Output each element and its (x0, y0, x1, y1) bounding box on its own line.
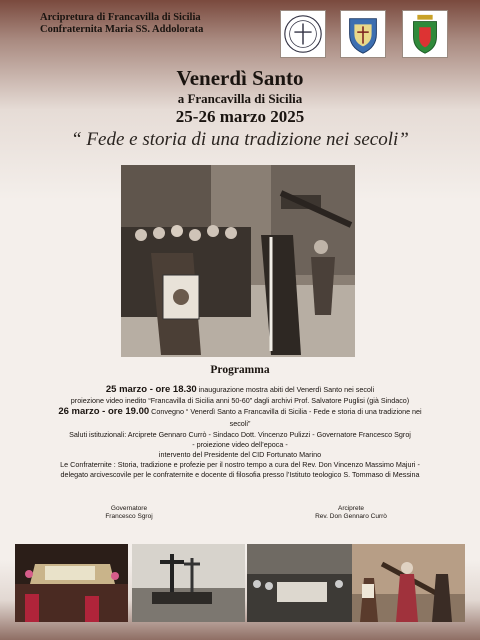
programme-day-1 (50, 384, 430, 396)
organizer-header (40, 12, 260, 36)
bishop-coat-of-arms-icon (340, 10, 386, 58)
town-coat-of-arms-icon (402, 10, 448, 58)
signature-governor (54, 505, 204, 521)
programme-period-video: - proiezione video dell’epoca - (192, 440, 288, 449)
programme-confraternities-1: Le Confraternite : Storia, tradizione e profezie per il nostro tempo a cura del Rev. Don Vincenzo Massimo Majuri - (60, 460, 420, 469)
photo-procession-float-color (15, 544, 128, 622)
historic-procession-photo (121, 165, 355, 357)
archpriest-name: Rev. Don Gennaro Currò (315, 513, 387, 520)
day-1-date: 25 marzo - ore 18.30 (105, 384, 197, 395)
programme-day-2 (50, 406, 430, 430)
governor-name: Francesco Sgroj (105, 513, 153, 520)
event-motto: “ Fede e storia di una tradizione nei secoli” (71, 129, 409, 150)
photo-crowd-square (247, 544, 360, 622)
programme-day-1-video: proiezione video inedito “Francavilla di Sicilia anni 50-60” dagli archivi Prof. Salvatore Puglisi (già Sindaco) (70, 396, 410, 405)
day-2-event: Convegno “ Venerdì Santo a Francavilla di Sicilia - Fede e storia di una tradizione nei secoli” (149, 407, 422, 428)
organizer-line-1: Arcipretura di Francavilla di Sicilia (40, 12, 201, 23)
organizer-line-2: Confraternita Maria SS. Addolorata (40, 24, 204, 35)
photo-crucifixion-float (132, 544, 245, 622)
signature-archpriest (276, 505, 426, 521)
photo-cross-bearer-color (352, 544, 465, 622)
programme-heading: Programma (210, 364, 270, 376)
programme-text (50, 384, 430, 480)
programme-cid-speech: intervento del Presidente del CID Fortunato Marino (158, 450, 322, 459)
seal-icon (280, 10, 326, 58)
event-location: a Francavilla di Sicilia (177, 91, 303, 106)
event-title: Venerdì Santo (176, 66, 304, 90)
day-1-event: inaugurazione mostra abiti del Venerdì Santo nei secoli (196, 385, 375, 394)
programme-confraternities-2: delegato arcivescovile per le confraternite e docente di filosofia presso l’Istituto teologico S. Tommaso di Messina (60, 470, 420, 479)
event-dates: 25-26 marzo 2025 (175, 107, 305, 126)
archpriest-role: Arciprete (337, 505, 364, 512)
governor-role: Governatore (110, 505, 148, 512)
day-2-date: 26 marzo - ore 19.00 (58, 406, 150, 417)
programme-greetings: Saluti istituzionali: Arciprete Gennaro Currò - Sindaco Dott. Vincenzo Pulizzi - Governatore Francesco Sgroj (69, 430, 411, 439)
